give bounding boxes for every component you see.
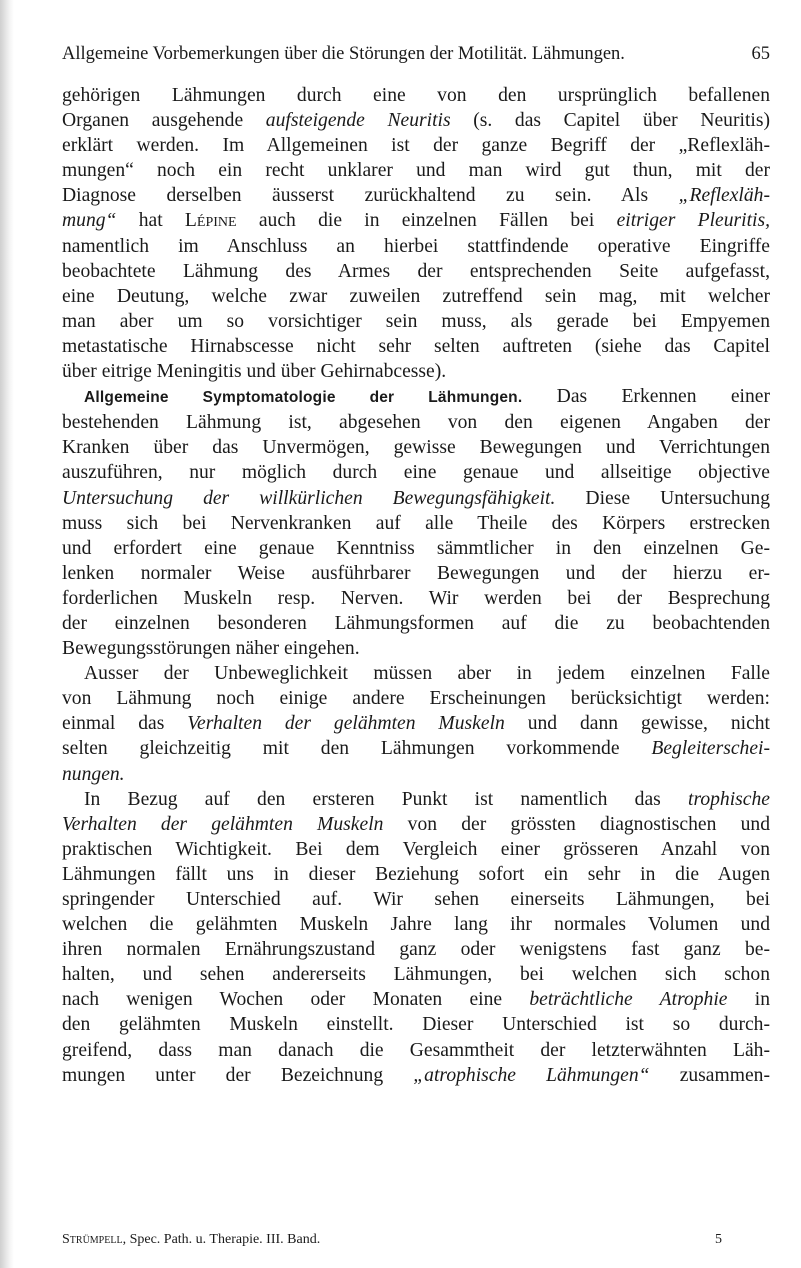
text-line: Verhalten der gelähmten Muskeln von der grössten diagnostischen und	[62, 813, 770, 835]
text-line: Ausser der Unbeweglichkeit müssen aber in jedem einzelnen Falle	[84, 663, 770, 685]
text-line: auszuführen, nur möglich durch eine genaue und allseitige objective	[62, 462, 770, 484]
page-edge-shadow	[0, 0, 14, 1268]
text-line: man aber um so vorsichtiger sein muss, als gerade bei Empyemen	[62, 310, 770, 332]
text-line: springender Unterschied auf. Wir sehen einerseits Lähmungen, bei	[62, 889, 770, 910]
emphasis: „Reflexläh-	[678, 185, 770, 207]
text-line: selten gleichzeitig mit den Lähmungen vorkommende Begleiterschei-	[62, 738, 770, 760]
text-line: welchen die gelähmten Muskeln Jahre lang ihr normales Volumen und	[62, 914, 770, 936]
text-line: über eitrige Meningitis und über Gehirnabcesse).	[62, 361, 447, 383]
text-line: erklärt werden. Im Allgemeinen ist der ganze Begriff der „Reflexläh-	[62, 135, 770, 157]
emphasis: mung“	[62, 210, 117, 232]
author-name: Lépine	[184, 210, 237, 232]
text-line: bestehenden Lähmung ist, abgesehen von den eigenen Angaben der	[62, 412, 770, 434]
emphasis: Untersuchung der willkürlichen Bewegungsfähigkeit.	[62, 487, 556, 509]
text-line	[62, 762, 770, 787]
emphasis: Begleiterschei-	[651, 738, 770, 760]
text-line: Organen ausgehende aufsteigende Neuritis (s. das Capitel über Neuritis)	[62, 110, 770, 132]
emphasis: Verhalten der gelähmten Muskeln	[62, 813, 384, 835]
running-title: Allgemeine Vorbemerkungen über die Störungen der Motilität. Lähmungen.	[62, 44, 625, 64]
text-line: Diagnose derselben äusserst zurückhaltend zu sein. Als „Reflexläh-	[62, 185, 770, 207]
text-line: der einzelnen besonderen Lähmungsformen auf die zu beobachtenden	[62, 612, 770, 634]
text-line: mung“ hat Lépine auch die in einzelnen Fällen bei eitriger Pleuritis,	[62, 210, 771, 232]
text-line: namentlich im Anschluss an hierbei stattfindende operative Eingriffe	[62, 235, 770, 257]
text-line: lenken normaler Weise ausführbarer Bewegungen und der hierzu er-	[62, 562, 770, 584]
text-line: Bewegungsstörungen näher eingehen.	[62, 638, 360, 660]
emphasis: eitriger Pleuritis,	[616, 210, 771, 232]
text-line: eine Deutung, welche zwar zuweilen zutreffend sein mag, mit welcher	[62, 285, 770, 307]
text-line: einmal das Verhalten der gelähmten Muskeln und dann gewisse, nicht	[62, 713, 771, 735]
text-line: mungen“ noch ein recht unklarer und man wird gut thun, mit der	[62, 160, 770, 182]
text-line: Untersuchung der willkürlichen Bewegungsfähigkeit. Diese Untersuchung	[62, 487, 770, 509]
body-text	[62, 83, 770, 1088]
page-number: 65	[751, 44, 770, 64]
emphasis: trophische	[688, 788, 770, 810]
text-line: muss sich bei Nervenkranken auf alle Theile des Körpers erstrecken	[62, 512, 770, 534]
text-line: Lähmungen fällt uns in dieser Beziehung sofort ein sehr in die Augen	[62, 863, 770, 885]
text-line: praktischen Wichtigkeit. Bei dem Vergleich einer grösseren Anzahl von	[62, 838, 770, 860]
text-line: In Bezug auf den ersteren Punkt ist namentlich das trophische	[84, 788, 770, 810]
emphasis: beträchtliche Atrophie	[529, 989, 728, 1011]
signature-author: Strümpell	[62, 1232, 123, 1247]
text-line: ihren normalen Ernährungszustand ganz oder wenigstens fast ganz be-	[62, 939, 770, 961]
sheet-signature	[62, 1232, 722, 1248]
running-header	[62, 44, 770, 65]
emphasis: aufsteigende Neuritis	[265, 110, 451, 132]
text-line: Allgemeine Symptomatologie der Lähmungen. Das Erkennen einer	[84, 386, 771, 408]
section-heading: Allgemeine Symptomatologie der Lähmungen.	[84, 389, 523, 407]
text-line: beobachtete Lähmung des Armes der entsprechenden Seite aufgefasst,	[62, 260, 770, 282]
text-line: und erfordert eine genaue Kenntniss sämmtlicher in den einzelnen Ge-	[62, 537, 770, 559]
emphasis: nungen.	[62, 763, 125, 785]
text-line: nach wenigen Wochen oder Monaten eine beträchtliche Atrophie in	[62, 989, 770, 1011]
text-line: gehörigen Lähmungen durch eine von den ursprünglich befallenen	[62, 85, 770, 106]
text-line: mungen unter der Bezeichnung „atrophische Lähmungen“ zusammen-	[62, 1064, 771, 1086]
text-line: greifend, dass man danach die Gesammtheit der letzterwähnten Läh-	[62, 1039, 770, 1061]
signature-text	[62, 1232, 320, 1248]
text-line: Kranken über das Unvermögen, gewisse Bewegungen und Verrichtungen	[62, 437, 770, 459]
text-line: halten, und sehen andererseits Lähmungen, bei welchen sich schon	[62, 964, 770, 986]
signature-title: , Spec. Path. u. Therapie. III. Band.	[122, 1232, 321, 1247]
text-line: den gelähmten Muskeln einstellt. Dieser Unterschied ist so durch-	[62, 1014, 770, 1036]
emphasis: „atrophische Lähmungen“	[413, 1064, 650, 1086]
text-line: von Lähmung noch einige andere Erscheinungen berücksichtigt werden:	[62, 688, 770, 710]
text-line: forderlichen Muskeln resp. Nerven. Wir werden bei der Besprechung	[62, 587, 770, 609]
emphasis: Verhalten der gelähmten Muskeln	[187, 713, 505, 735]
sheet-number: 5	[715, 1232, 722, 1247]
text-line: metastatische Hirnabscesse nicht sehr selten auftreten (siehe das Capitel	[62, 335, 770, 357]
